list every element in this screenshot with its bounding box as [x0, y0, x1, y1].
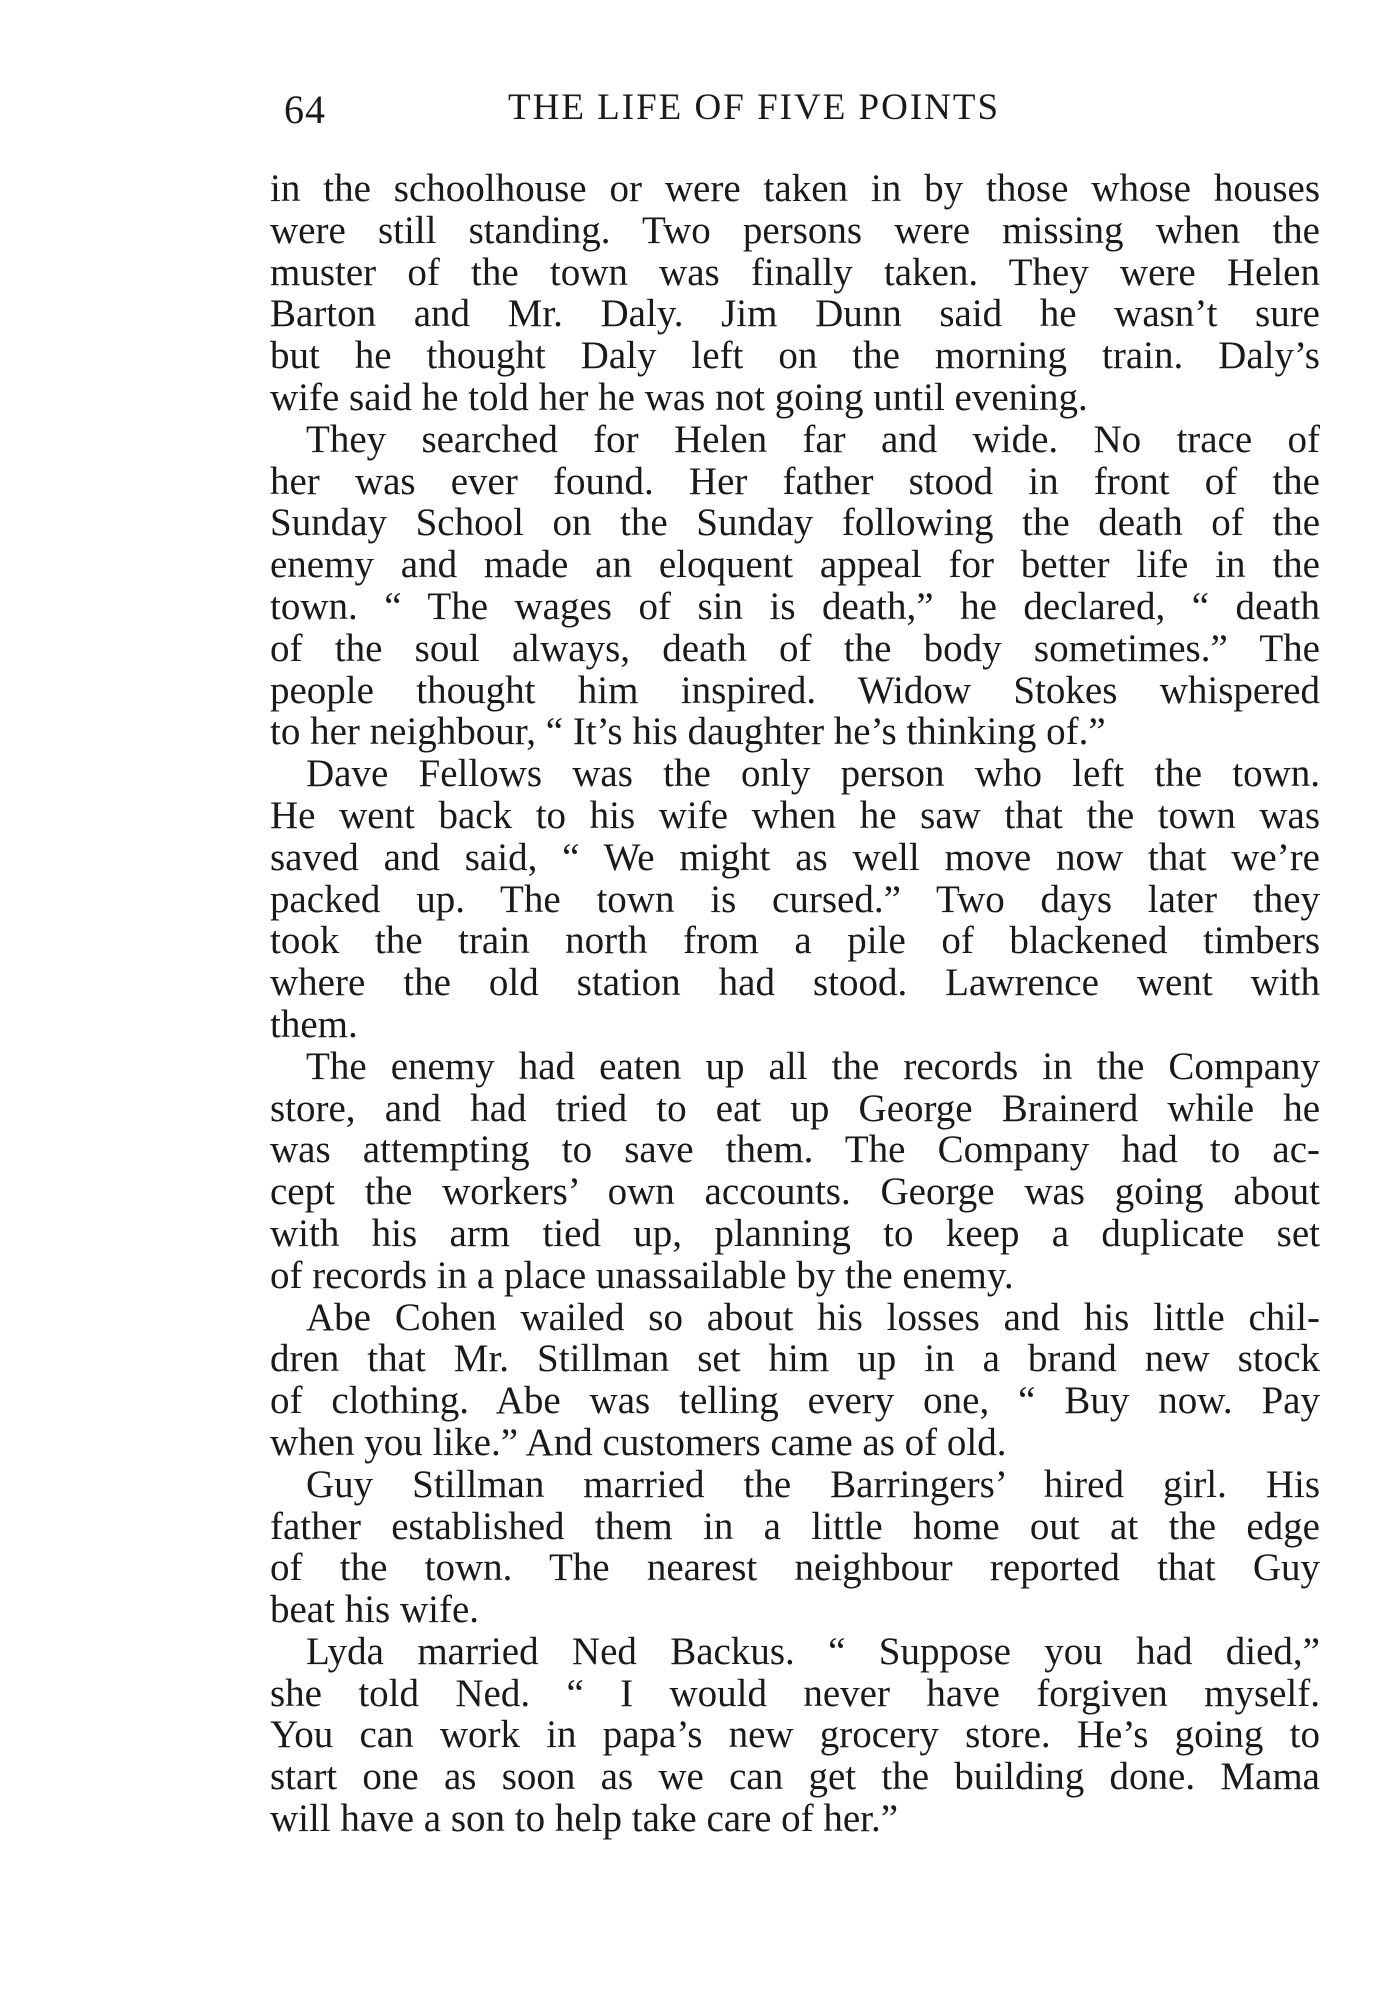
text-line: of clothing. Abe was telling every one, “ Buy now. Pay [270, 1379, 1320, 1423]
text-line: Sunday School on the Sunday following the death of the [270, 501, 1320, 545]
text-line: of the soul always, death of the body sometimes.” The [270, 626, 1320, 670]
text-line: saved and said, “ We might as well move now that we’re [270, 835, 1320, 879]
text-line: The enemy had eaten up all the records in the Company [306, 1044, 1320, 1088]
text-line: Guy Stillman married the Barringers’ hired girl. His [306, 1462, 1320, 1506]
text-line: were still standing. Two persons were missing when the [270, 208, 1320, 252]
text-line: Abe Cohen wailed so about his losses and his little chil- [306, 1295, 1320, 1339]
text-line: Dave Fellows was the only person who left the town. [306, 752, 1320, 796]
text-line: wife said he told her he was not going until evening. [270, 375, 1088, 419]
body-text [270, 168, 1320, 1840]
text-line: will have a son to help take care of her.” [270, 1797, 899, 1841]
text-line: enemy and made an eloquent appeal for better life in the [270, 543, 1320, 587]
text-line: people thought him inspired. Widow Stokes whispered [270, 668, 1320, 712]
text-line: Lyda married Ned Backus. “ Suppose you had died,” [306, 1629, 1320, 1673]
text-line: she told Ned. “ I would never have forgiven myself. [270, 1671, 1320, 1715]
text-line: store, and had tried to eat up George Brainerd while he [270, 1086, 1320, 1130]
text-line: dren that Mr. Stillman set him up in a brand new stock [270, 1337, 1320, 1381]
text-line: when you like.” And customers came as of old. [270, 1420, 1007, 1464]
text-line: town. “ The wages of sin is death,” he declared, “ death [270, 584, 1320, 628]
text-line: where the old station had stood. Lawrence went with [270, 961, 1320, 1005]
text-line: was attempting to save them. The Company had to ac- [270, 1128, 1320, 1172]
text-line: He went back to his wife when he saw that the town was [270, 793, 1320, 837]
text-line: Barton and Mr. Daly. Jim Dunn said he wasn’t sure [270, 292, 1320, 336]
text-line: You can work in papa’s new grocery store. He’s going to [270, 1713, 1320, 1757]
text-line: in the schoolhouse or were taken in by those whose houses [270, 167, 1320, 210]
text-line: them. [270, 1002, 358, 1046]
text-line: packed up. The town is cursed.” Two days later they [270, 877, 1320, 921]
text-line: to her neighbour, “ It’s his daughter he’s thinking of.” [270, 710, 1106, 754]
running-title: THE LIFE OF FIVE POINTS [508, 87, 1001, 128]
text-line: of the town. The nearest neighbour reported that Guy [270, 1546, 1320, 1590]
text-line: of records in a place unassailable by the enemy. [270, 1253, 1014, 1297]
text-line: start one as soon as we can get the building done. Mama [270, 1755, 1320, 1799]
text-line: with his arm tied up, planning to keep a duplicate set [270, 1211, 1320, 1255]
text-line: cept the workers’ own accounts. George was going about [270, 1170, 1320, 1214]
text-line: father established them in a little home out at the edge [270, 1504, 1320, 1548]
text-line: but he thought Daly left on the morning train. Daly’s [270, 334, 1320, 378]
page-number: 64 [284, 87, 326, 132]
text-line: They searched for Helen far and wide. No trace of [306, 417, 1320, 461]
text-line: took the train north from a pile of blackened timbers [270, 919, 1320, 963]
text-line: beat his wife. [270, 1588, 480, 1632]
text-line: muster of the town was finally taken. They were Helen [270, 250, 1320, 294]
text-line: her was ever found. Her father stood in front of the [270, 459, 1320, 503]
running-head [284, 86, 1114, 136]
